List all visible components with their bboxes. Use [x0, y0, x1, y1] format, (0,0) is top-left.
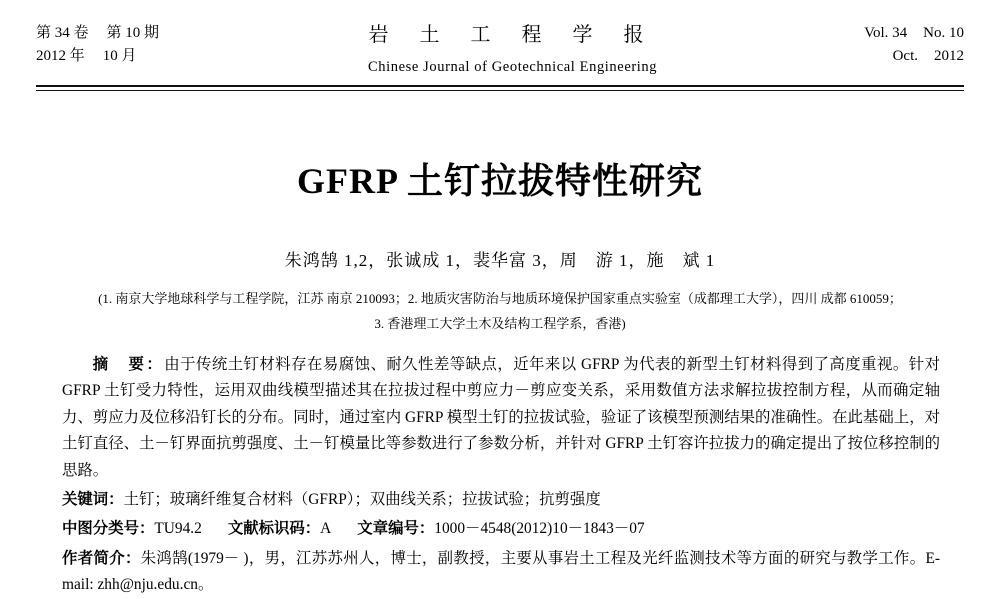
article-id-label: 文章编号：	[357, 520, 435, 538]
month-label-en: Oct.	[892, 48, 918, 65]
page-title: GFRP 土钉拉拔特性研究	[297, 161, 703, 202]
header-divider	[36, 85, 964, 91]
abstract-body	[36, 352, 964, 599]
author-bio-text: 朱鸿鹄(1979－ )，男，江苏苏州人，博士，副教授，主要从事岩土工程及光纤监测技术等方面的研究与教学工作。E-mail: zhh@nju.edu.cn。	[62, 549, 940, 594]
journal-title-en: Chinese Journal of Geotechnical Engineering	[367, 59, 658, 75]
classification-row	[62, 516, 940, 542]
abstract-label: 摘 要：	[92, 355, 165, 373]
author-bio-row	[62, 546, 940, 599]
abstract-paragraph	[62, 352, 940, 484]
abstract-text: 由于传统土钉材料存在易腐蚀、耐久性差等缺点，近年来以 GFRP 为代表的新型土钉材料得到了高度重视。针对 GFRP 土钉受力特性，运用双曲线模型描述其在拉拔过程中剪应力－剪应变关系，采用数值方法求解拉拔控制方程，从而确定轴力、剪应力及位移沿钉长的分布。同时，通过室内 GFRP 模型土钉的拉拔试验，验证了该模型预测结果的准确性。在此基础上，对土钉直径、土－钉界面抗剪强度、土－钉模量比等参数进行了参数分析，并针对 GFRP 土钉容许拉拔力的确定提出了按位移控制的思路。	[62, 355, 940, 479]
issue-label-en: No. 10	[923, 25, 964, 41]
keywords-row	[62, 487, 940, 513]
journal-title-cn: 岩 土 工 程 学 报	[368, 24, 657, 46]
masthead-right	[848, 22, 964, 69]
author-bio-label: 作者简介：	[62, 549, 141, 567]
document-code-value: A	[320, 520, 332, 538]
article-id-value: 1000－4548(2012)10－1843－07	[434, 520, 645, 538]
masthead-center	[177, 20, 848, 78]
issue-label: 第 10 期	[106, 25, 160, 41]
affiliation-block	[36, 287, 964, 335]
affiliation-line-2: 3. 香港理工大学土木及结构工程学系，香港)	[374, 315, 626, 331]
year-label-en: 2012	[934, 48, 964, 65]
year-label: 2012 年	[36, 48, 85, 65]
author-list: 朱鸿鹄 1,2，张诚成 1，裴华富 3，周 游 1，施 斌 1	[284, 251, 716, 271]
keywords-label: 关键词：	[62, 490, 124, 508]
running-head	[36, 0, 964, 78]
month-label: 10 月	[102, 48, 137, 65]
masthead-left	[36, 22, 177, 69]
volume-label-en: Vol. 34	[864, 25, 908, 41]
volume-label: 第 34 卷	[36, 25, 89, 41]
clc-label: 中图分类号：	[62, 520, 155, 538]
affiliation-line-1: (1. 南京大学地球科学与工程学院，江苏 南京 210093；2. 地质灾害防治与地质环境保护国家重点实验室（成都理工大学），四川 成都 610059；	[98, 291, 902, 307]
clc-value: TU94.2	[154, 520, 202, 538]
keywords-text: 土钉；玻璃纤维复合材料（GFRP）；双曲线关系；拉拔试验；抗剪强度	[123, 490, 601, 508]
document-code-label: 文献标识码：	[227, 520, 321, 538]
